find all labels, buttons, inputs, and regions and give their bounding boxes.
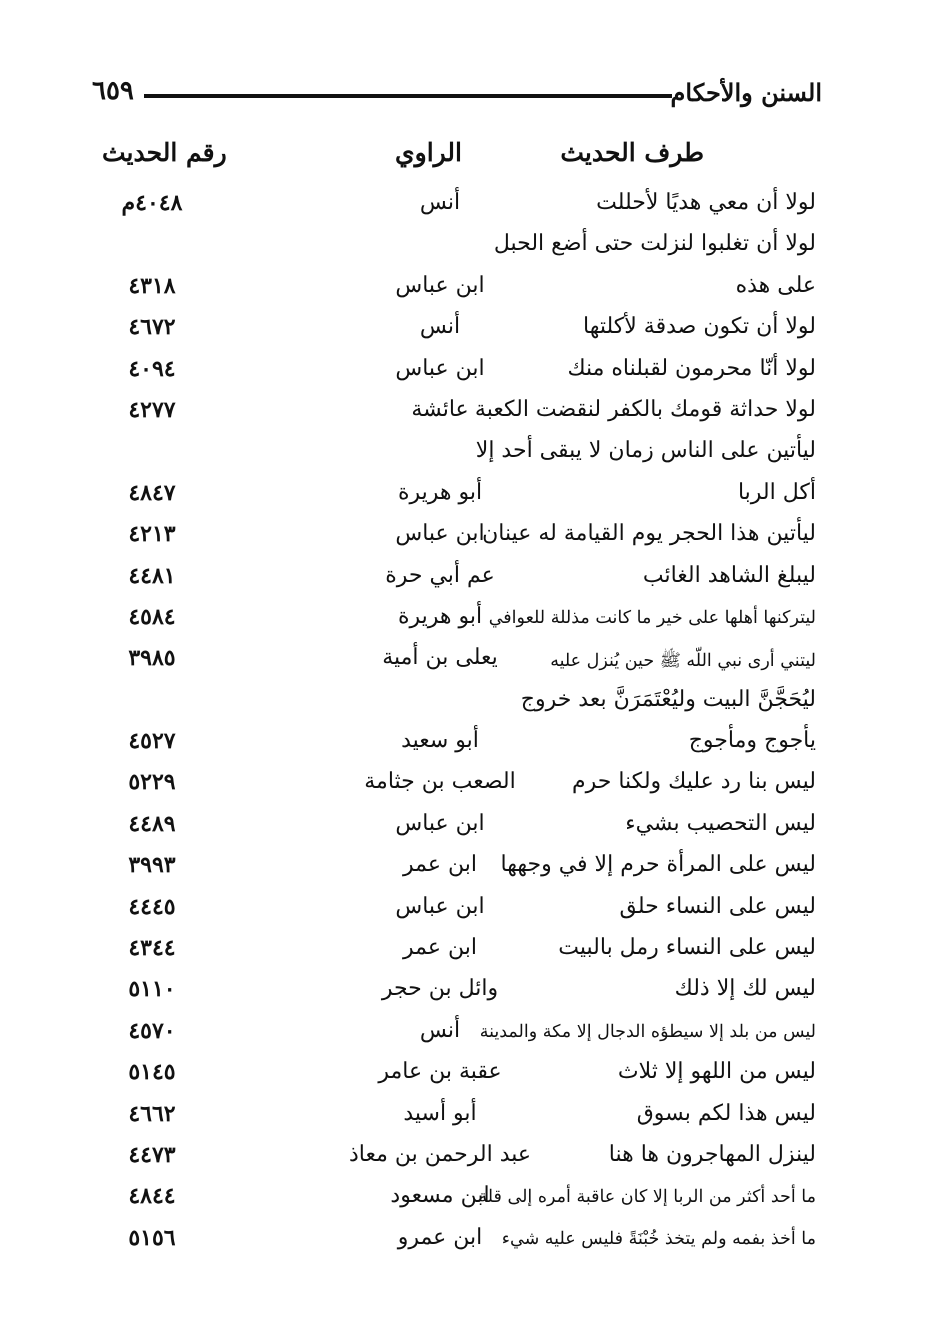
- narrator: عائشة: [411, 396, 469, 422]
- table-row: [92, 600, 822, 641]
- hadith-number: ٤٢١٣: [128, 521, 176, 548]
- hadith-number: ٤٤٧٣: [128, 1141, 176, 1168]
- hadith-number: ٤٥٢٧: [128, 728, 176, 755]
- table-row: [92, 517, 822, 558]
- column-header-hadith-number: رقم الحديث: [102, 138, 227, 167]
- narrator: يعلى بن أمية: [382, 645, 498, 671]
- hadith-number: ٤٣٤٤: [128, 935, 176, 962]
- narrator: ابن عمر: [403, 935, 477, 961]
- table-row: [92, 931, 822, 972]
- hadith-text: لولا أن معي هديًا لأحللت: [596, 190, 816, 215]
- narrator: ابن عمر: [403, 852, 477, 878]
- narrator: ابن عباس: [395, 810, 485, 836]
- table-row: [92, 1221, 822, 1262]
- hadith-text: ليس هذا لكم بسوق: [636, 1100, 816, 1126]
- table-row: [92, 765, 822, 806]
- hadith-number: ٤٨٤٧: [128, 479, 176, 506]
- hadith-number: ٤٥٨٤: [128, 603, 176, 630]
- hadith-number: ٤٤٨٩: [128, 810, 176, 837]
- hadith-text: ليس على النساء حلق: [619, 893, 816, 919]
- table-row: [92, 476, 822, 517]
- hadith-number: ٤٣١٨: [128, 272, 176, 299]
- hadith-text: ليبلغ الشاهد الغائب: [642, 562, 816, 588]
- hadith-number: ٤٦٧٢: [128, 314, 176, 341]
- narrator: عقبة بن عامر: [378, 1059, 502, 1085]
- table-row: [92, 269, 822, 310]
- page-header: [92, 72, 822, 118]
- table-row: [92, 1138, 822, 1179]
- hadith-number: ٥٢٢٩: [128, 769, 176, 796]
- narrator: عبد الرحمن بن معاذ: [348, 1141, 532, 1167]
- column-headers: [92, 138, 822, 178]
- narrator: ابن عباس: [395, 521, 485, 547]
- narrator: ابن عباس: [395, 893, 485, 919]
- table-row: [92, 1014, 822, 1055]
- narrator: ابن مسعود: [390, 1183, 490, 1209]
- narrator: ابن عباس: [395, 355, 485, 381]
- hadith-number: ٤٤٨١: [128, 562, 176, 589]
- narrator: ابن عباس: [395, 272, 485, 298]
- hadith-number: ٤٠٤٨م: [121, 190, 183, 216]
- narrator: ابن عمرو: [397, 1224, 483, 1250]
- table-row: [92, 724, 822, 765]
- hadith-number: ٥١١٠: [128, 976, 176, 1003]
- hadith-text: ليأتين هذا الحجر يوم القيامة له عينان: [482, 521, 816, 547]
- narrator: أنس: [419, 314, 461, 340]
- table-row: [92, 310, 822, 351]
- table-row: [92, 848, 822, 889]
- hadith-text: ليس على المرأة حرم إلا في وجهها: [500, 852, 816, 878]
- hadith-text: أكل الربا: [737, 479, 816, 505]
- hadith-text: على هذه: [735, 272, 816, 298]
- hadith-text: ليتركنها أهلها على خير ما كانت مذللة للعوافي: [488, 607, 816, 628]
- narrator: الصعب بن جثامة: [364, 769, 516, 795]
- narrator: أبو هريرة: [397, 603, 483, 629]
- table-row: [92, 1097, 822, 1138]
- hadith-text: يأجوج ومأجوج: [688, 728, 816, 754]
- narrator: أبو أسيد: [403, 1100, 477, 1126]
- hadith-text: ليس التحصيب بشيء: [625, 810, 816, 836]
- hadith-number: ٥١٥٦: [128, 1224, 176, 1251]
- hadith-text: ليُحَجَّنَّ البيت وليُعْتَمَرَنَّ بعد خروج: [520, 686, 816, 712]
- narrator: عم أبي حرة: [385, 562, 495, 588]
- hadith-text: لينزل المهاجرون ها هنا: [608, 1141, 816, 1167]
- table-row: [92, 1055, 822, 1096]
- narrator: أبو هريرة: [397, 479, 483, 505]
- table-row: [92, 807, 822, 848]
- hadith-number: ٤٤٤٥: [128, 893, 176, 920]
- column-header-hadith-text: طرف الحديث: [560, 138, 704, 167]
- hadith-number: ٤٠٩٤: [128, 355, 176, 382]
- narrator: أنس: [419, 190, 461, 215]
- narrator: وائل بن حجر: [381, 976, 499, 1002]
- narrator: أنس: [419, 1017, 461, 1043]
- table-row: [92, 972, 822, 1013]
- table-row: [92, 1179, 822, 1220]
- hadith-text: لولا حداثة قومك بالكفر لنقضت الكعبة: [474, 396, 816, 422]
- hadith-number: ٤٢٧٧: [128, 396, 176, 423]
- hadith-text: لولا أن تكون صدقة لأكلتها: [583, 314, 816, 340]
- hadith-text: ليس من بلد إلا سيطؤه الدجال إلا مكة والمدينة: [479, 1021, 816, 1042]
- hadith-text: ليس على النساء رمل بالبيت: [558, 935, 816, 961]
- hadith-number: ٤٥٧٠: [128, 1017, 176, 1044]
- table-row: [92, 683, 822, 724]
- hadith-number: ٤٨٤٤: [128, 1183, 176, 1210]
- hadith-text: ليأتين على الناس زمان لا يبقى أحد إلا: [475, 438, 816, 464]
- page-number: ٦٥٩: [92, 76, 134, 106]
- table-row: [92, 559, 822, 600]
- hadith-text: ليس لك إلا ذلك: [674, 976, 816, 1002]
- running-title: السنن والأحكام: [670, 78, 822, 107]
- hadith-text: لولا أنّا محرمون لقبلناه منك: [567, 355, 816, 381]
- hadith-number: ٤٦٦٢: [128, 1100, 176, 1127]
- table-row: [92, 434, 822, 475]
- narrator: أبو سعيد: [401, 728, 479, 754]
- hadith-text: ليس من اللهو إلا ثلاث: [617, 1059, 816, 1085]
- table-row: [92, 641, 822, 682]
- column-header-narrator: الراوي: [395, 138, 462, 167]
- table-row: [92, 352, 822, 393]
- hadith-number: ٥١٤٥: [128, 1059, 176, 1086]
- index-table: [92, 186, 822, 1262]
- table-row: [92, 393, 822, 434]
- hadith-number: ٣٩٩٣: [128, 852, 176, 879]
- hadith-text: ليتني أرى نبي اللّه ﷺ حين يُنزل عليه: [550, 651, 816, 672]
- table-row: [92, 186, 822, 227]
- hadith-text: ليس بنا رد عليك ولكنا حرم: [571, 769, 816, 795]
- table-row: [92, 227, 822, 268]
- hadith-text: ما أخذ بفمه ولم يتخذ خُبْنَةً فليس عليه شيء: [501, 1228, 816, 1249]
- hadith-number: ٣٩٨٥: [128, 645, 176, 672]
- hadith-text: ما أحد أكثر من الربا إلا كان عاقبة أمره إلى قلة: [478, 1187, 816, 1208]
- hadith-text: لولا أن تغلبوا لنزلت حتى أضع الحبل: [493, 231, 816, 257]
- header-rule: [144, 94, 672, 98]
- table-row: [92, 890, 822, 931]
